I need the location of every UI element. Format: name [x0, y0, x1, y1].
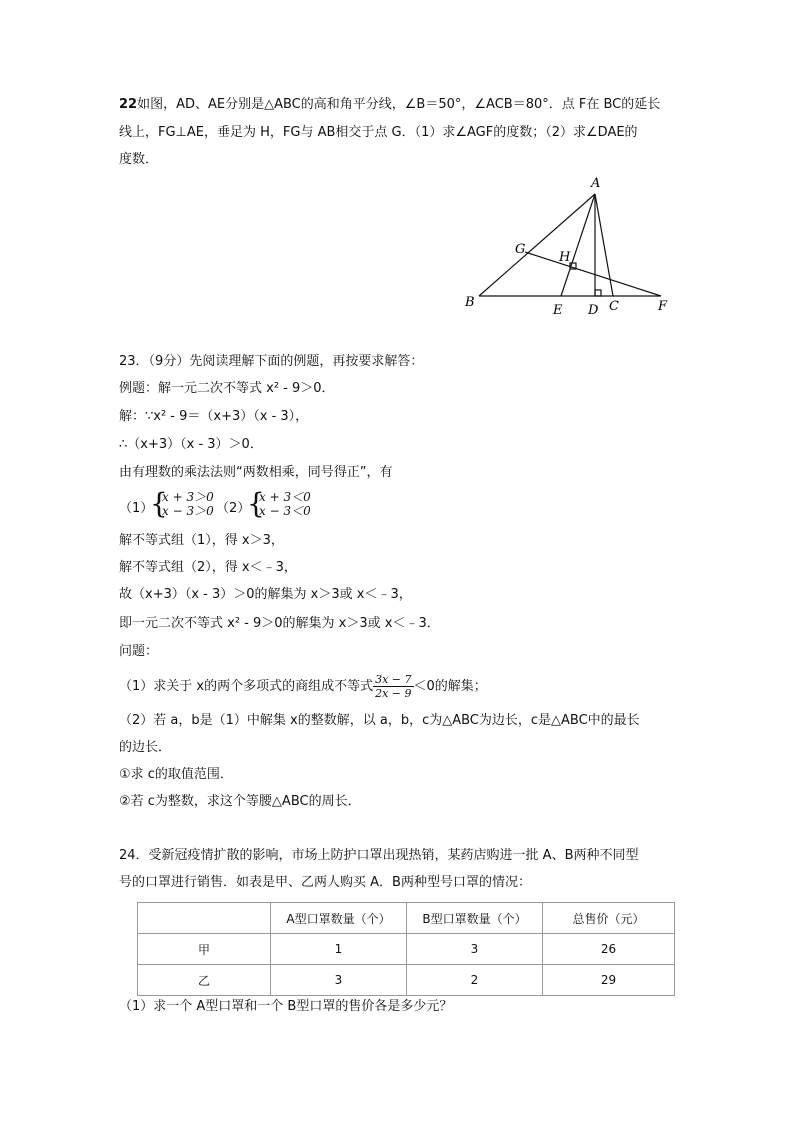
label-F: F	[658, 299, 668, 314]
table-header-row	[138, 903, 675, 934]
table-cell: 2	[407, 965, 543, 996]
table-cell: 3	[271, 965, 407, 996]
q23-step-1: 解不等式组（1），得 x＞3，	[119, 533, 284, 548]
q23-question-label: 问题：	[119, 644, 159, 659]
segment-AC	[595, 194, 613, 296]
system-1-line-1: x + 3＞0	[162, 490, 214, 504]
table-row	[138, 965, 675, 996]
q22-text-1: 如图，AD、AE分别是△ABC的高和角平分线，∠B＝50°，∠ACB＝80°．点 F在 BC的延长	[137, 97, 661, 112]
part-1-prefix: （1）求关于 x的两个多项式的商组成不等式	[119, 679, 374, 694]
q23-part-2-line-1: （2）若 a，b是（1）中解集 x的整数解，以 a，b，c为△ABC为边长，c是△ABC中的最长	[119, 713, 640, 728]
label-H: H	[559, 250, 571, 265]
right-angle-mark-D	[595, 290, 601, 296]
table-header-cell: A型口罩数量（个）	[271, 903, 407, 934]
q23-solution-1: 解：∵x² - 9＝（x+3）（x - 3），	[119, 409, 309, 424]
label-C: C	[609, 299, 619, 314]
q23-step-3: 故（x+3）（x - 3）＞0的解集为 x＞3或 x＜﹣3，	[119, 587, 412, 602]
brace-1: {	[150, 487, 168, 520]
table-header-cell: 总售价（元）	[543, 903, 675, 934]
table-header-cell	[138, 903, 271, 934]
table-row	[138, 934, 675, 965]
q23-step-4: 即一元二次不等式 x² - 9＞0的解集为 x＞3或 x＜﹣3．	[119, 616, 440, 631]
q22-number: 22	[119, 97, 138, 112]
price-table	[137, 902, 675, 996]
q22-line1	[119, 92, 660, 118]
label-E: E	[553, 303, 563, 317]
segment-GF	[525, 252, 661, 296]
q23-step-2: 解不等式组（2），得 x＜﹣3，	[119, 560, 297, 575]
system-2-line-2: x − 3＜0	[259, 504, 311, 518]
q24-line-2: 号的口罩进行销售．如表是甲、乙两人购买 A．B两种型号口罩的情况：	[119, 875, 531, 890]
q23-rule: 由有理数的乘法法则“两数相乘，同号得正”，有	[119, 465, 393, 480]
table-cell: 3	[407, 934, 543, 965]
q23-part-2-ii: ②若 c为整数，求这个等腰△ABC的周长．	[119, 794, 361, 809]
q24-line-1: 24．受新冠疫情扩散的影响，市场上防护口罩出现热销，某药店购进一批 A、B两种不同型	[119, 848, 639, 863]
q22-line3: 度数．	[119, 152, 159, 167]
fraction-denominator: 2x − 9	[375, 687, 412, 700]
q23-part-2-i: ①求 c的取值范围．	[119, 767, 233, 782]
q23-example: 例题：解一元二次不等式 x² - 9＞0．	[119, 381, 335, 396]
table-cell: 26	[543, 934, 675, 965]
system-1-label: （1）	[119, 501, 154, 516]
fraction	[373, 673, 413, 700]
label-B: B	[465, 295, 475, 310]
q23-solution-2: ∴（x+3）（x - 3）＞0．	[119, 437, 263, 452]
brace-2: {	[247, 487, 265, 520]
q23-part-1	[119, 672, 487, 702]
part-1-suffix: ＜0的解集；	[413, 679, 487, 694]
q23-part-2-line-2: 的边长．	[119, 740, 172, 755]
q23-systems	[119, 487, 419, 521]
system-2-label: （2）	[216, 501, 251, 516]
q23-title: 23．（9分）先阅读理解下面的例题，再按要求解答：	[119, 354, 424, 369]
fraction-numerator: 3x − 7	[375, 673, 412, 686]
system-1-line-2: x − 3＞0	[162, 504, 214, 518]
label-D: D	[588, 303, 599, 317]
label-A: A	[591, 176, 601, 191]
table-cell: 乙	[138, 965, 271, 996]
table-cell: 甲	[138, 934, 271, 965]
q22-line2: 线上，FG⊥AE，垂足为 H，FG与 AB相交于点 G．（1）求∠AGF的度数；（2）求∠DAE的	[119, 125, 638, 140]
table-cell: 29	[543, 965, 675, 996]
q24-ask: （1）求一个 A型口罩和一个 B型口罩的售价各是多少元？	[119, 999, 453, 1014]
system-2-line-1: x + 3＜0	[259, 490, 311, 504]
triangle-figure	[455, 172, 685, 317]
table-header-cell: B型口罩数量（个）	[407, 903, 543, 934]
table-cell: 1	[271, 934, 407, 965]
label-G: G	[515, 242, 526, 257]
